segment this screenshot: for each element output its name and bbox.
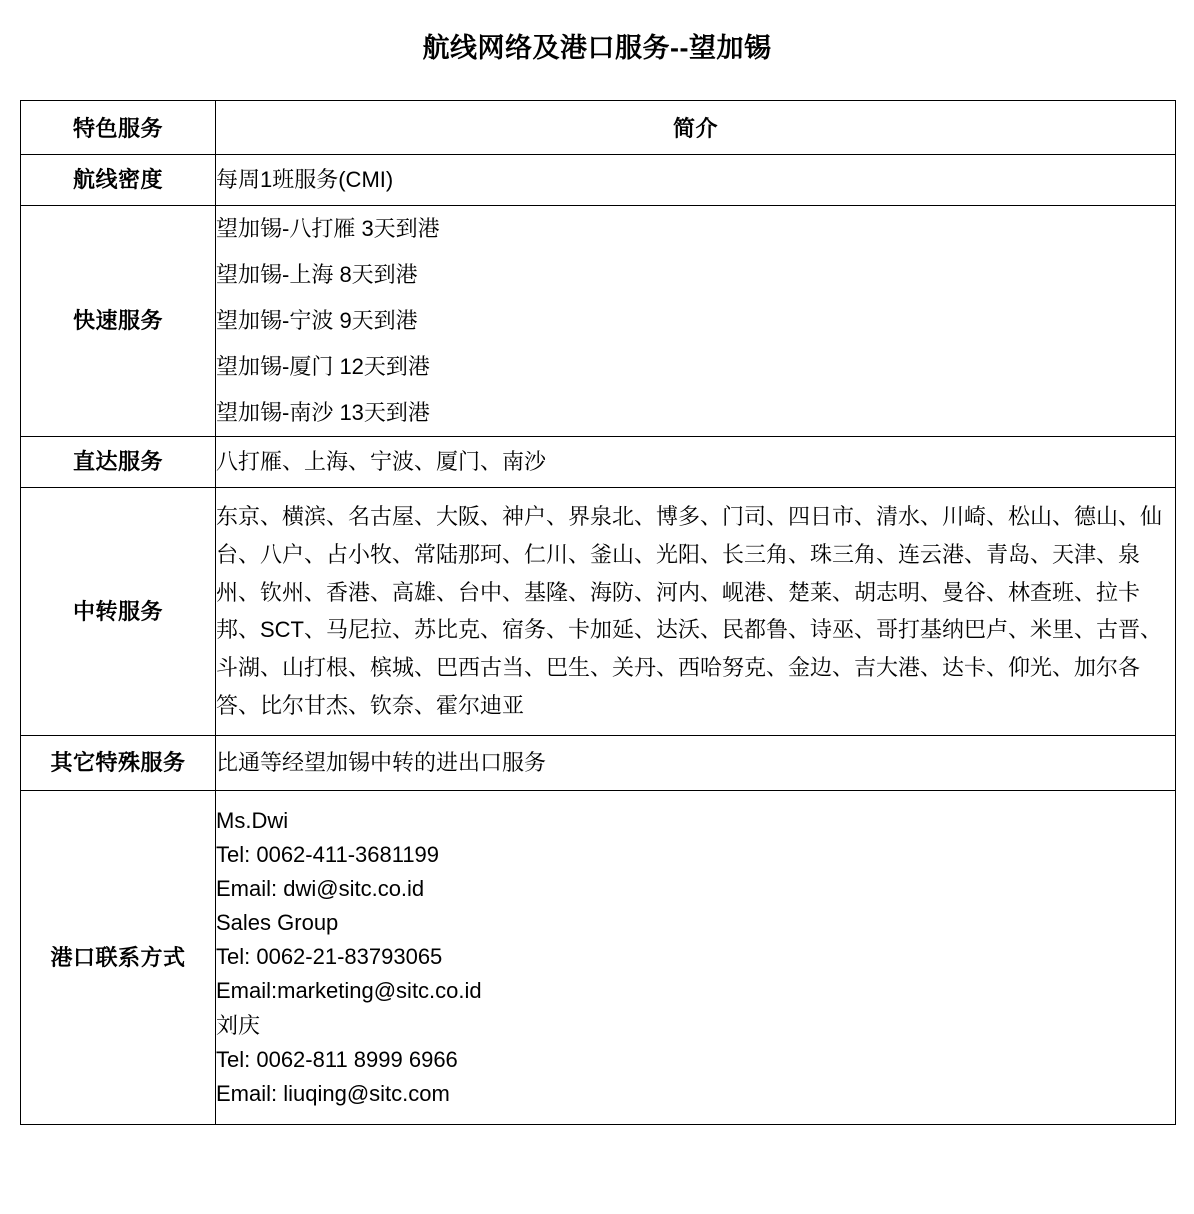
row-label-transit-service: 中转服务 xyxy=(21,488,216,736)
list-item: 望加锡-南沙 13天到港 xyxy=(216,400,430,425)
list-item: 刘庆 xyxy=(216,1012,261,1038)
table-row-direct-service xyxy=(21,437,1176,488)
list-item: Tel: 0062-21-83793065 xyxy=(216,944,443,970)
table-row-port-contact xyxy=(21,790,1176,1124)
list-item: Email: dwi@sitc.co.id xyxy=(216,876,425,902)
list-item: 望加锡-上海 8天到港 xyxy=(216,262,418,287)
service-table xyxy=(20,100,1176,1125)
column-header-feature: 特色服务 xyxy=(21,101,216,155)
list-item: 望加锡-八打雁 3天到港 xyxy=(216,216,440,241)
contact-list xyxy=(216,804,1175,1111)
list-item: Sales Group xyxy=(216,910,339,936)
row-value-route-density: 每周1班服务(CMI) xyxy=(216,155,1176,206)
table-row-other-service xyxy=(21,735,1176,790)
list-item: 望加锡-宁波 9天到港 xyxy=(216,308,418,333)
row-value-transit-service xyxy=(216,488,1176,736)
row-label-fast-service: 快速服务 xyxy=(21,206,216,437)
list-item: Email: liuqing@sitc.com xyxy=(216,1080,450,1106)
list-item: Tel: 0062-411-3681199 xyxy=(216,842,440,868)
row-value-fast-service xyxy=(216,206,1176,437)
fast-service-list xyxy=(216,206,1175,436)
table-header-row xyxy=(21,101,1176,155)
row-value-direct-service: 八打雁、上海、宁波、厦门、南沙 xyxy=(216,437,1176,488)
list-item: Email:marketing@sitc.co.id xyxy=(216,978,482,1004)
table-row-route-density xyxy=(21,155,1176,206)
table-row-fast-service xyxy=(21,206,1176,437)
list-item: 望加锡-厦门 12天到港 xyxy=(216,354,430,379)
list-item: Ms.Dwi xyxy=(216,807,289,833)
list-item: Tel: 0062-811 8999 6966 xyxy=(216,1046,458,1072)
column-header-description: 简介 xyxy=(216,101,1176,155)
row-label-direct-service: 直达服务 xyxy=(21,437,216,488)
row-value-other-service: 比通等经望加锡中转的进出口服务 xyxy=(216,735,1176,790)
row-label-port-contact: 港口联系方式 xyxy=(21,790,216,1124)
transit-port-list: 东京、横滨、名古屋、大阪、神户、界泉北、博多、门司、四日市、清水、川崎、松山、德山、仙台、八户、占小牧、常陆那珂、仁川、釜山、光阳、长三角、珠三角、连云港、青岛、天津、泉州、钦州、香港、高雄、台中、基隆、海防、河内、岘港、楚莱、胡志明、曼谷、林查班、拉卡邦、SCT、马尼拉、苏比克、宿务、卡加延、达沃、民都鲁、诗巫、哥打基纳巴卢、米里、古晋、斗湖、山打根、槟城、巴西古当、巴生、关丹、西哈努克、金边、吉大港、达卡、仰光、加尔各答、比尔甘杰、钦奈、霍尔迪亚 xyxy=(216,504,1163,719)
row-label-route-density: 航线密度 xyxy=(21,155,216,206)
row-value-port-contact xyxy=(216,790,1176,1124)
page-title: 航线网络及港口服务--望加锡 xyxy=(422,33,772,63)
table-row-transit-service xyxy=(21,488,1176,736)
row-label-other-service: 其它特殊服务 xyxy=(21,735,216,790)
